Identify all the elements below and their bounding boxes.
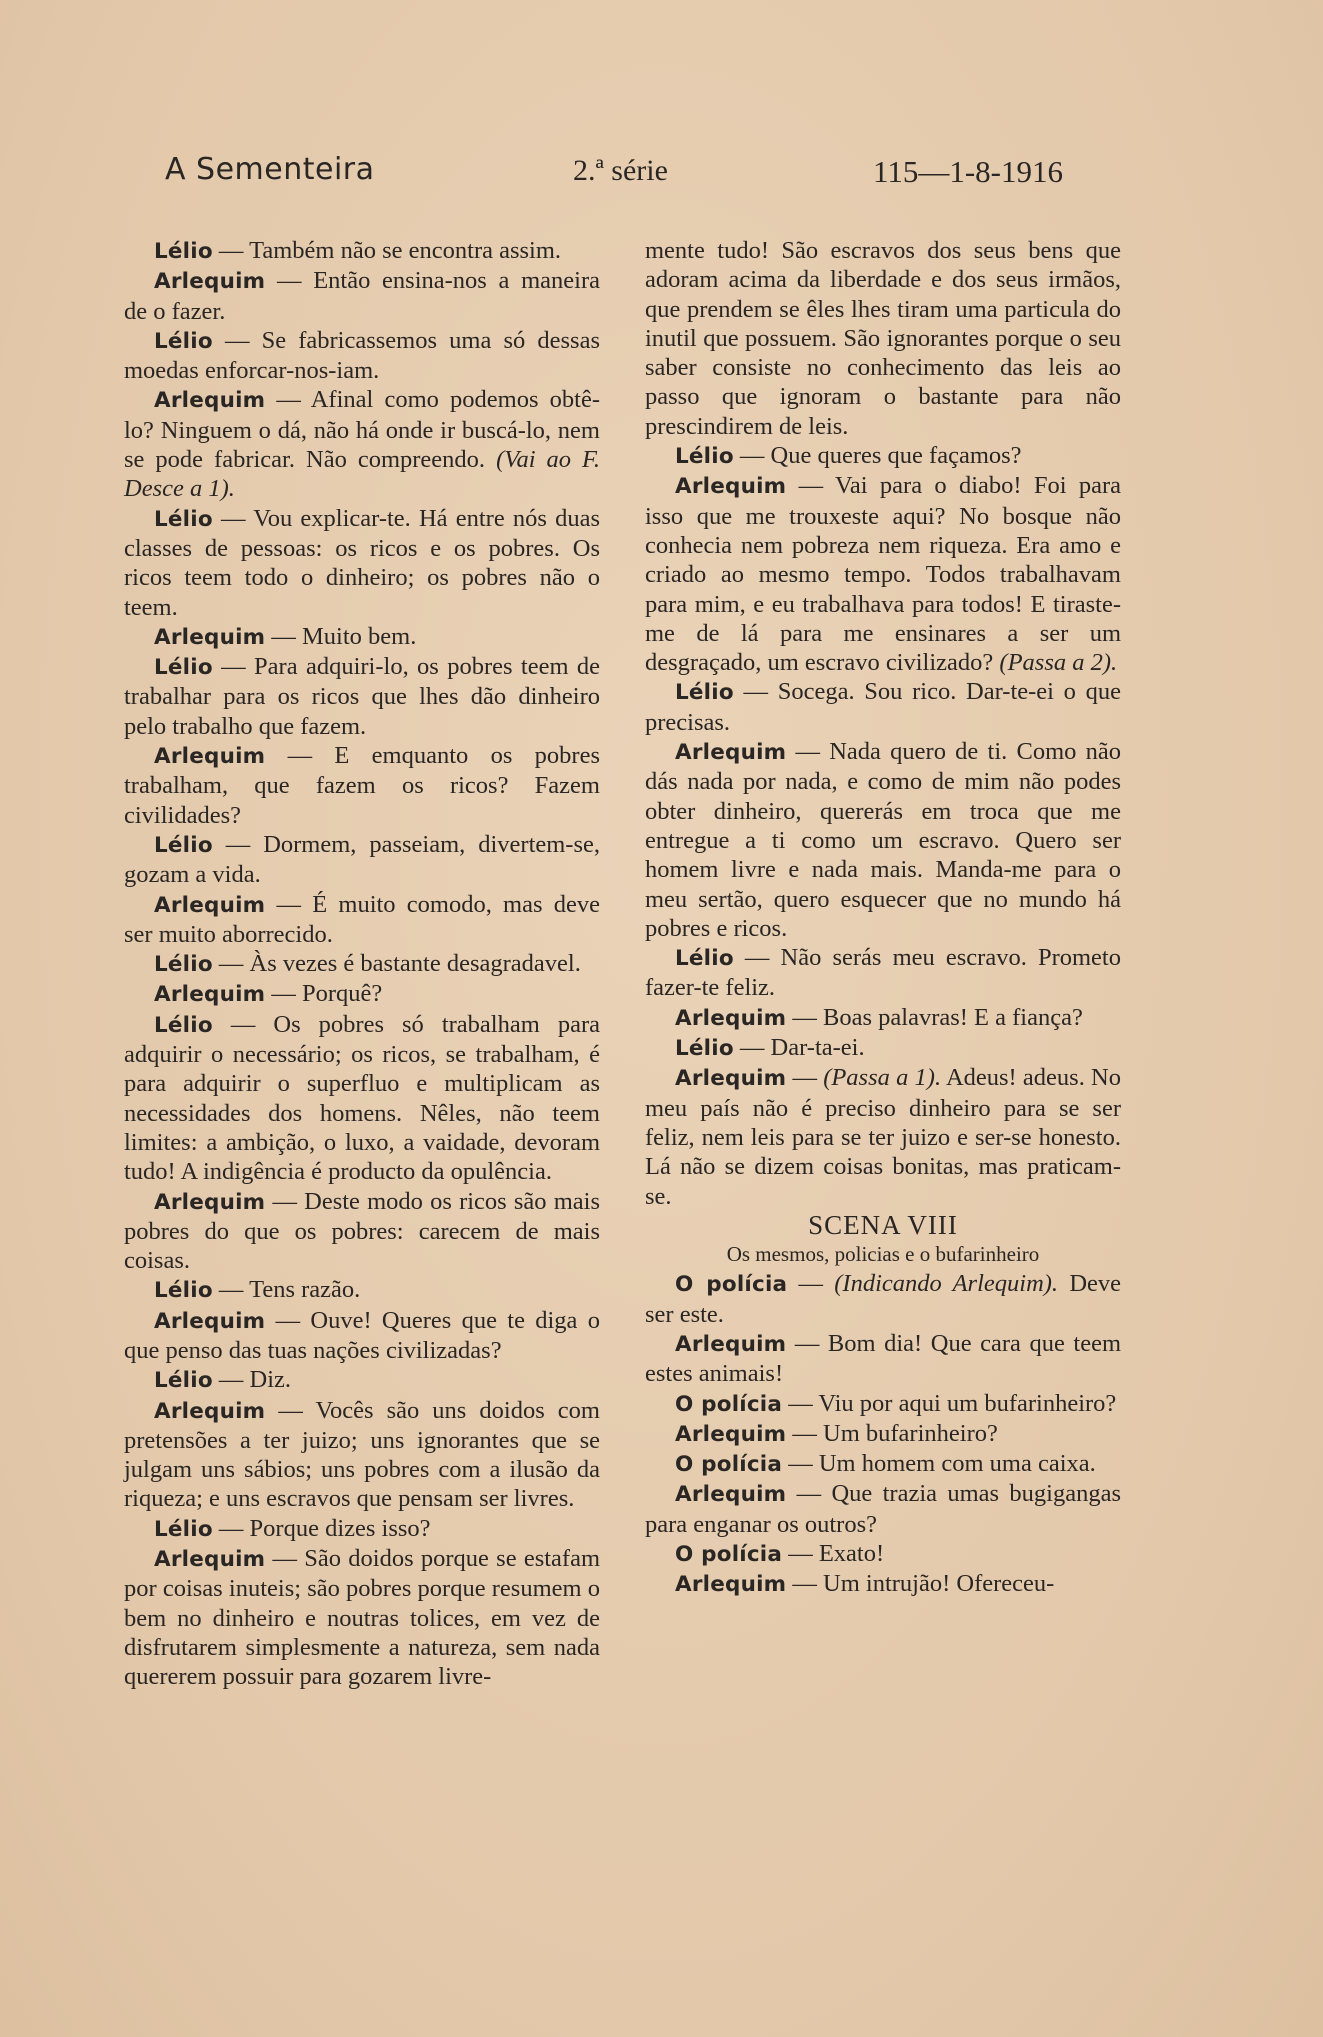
speaker-name: Arlequim [675,1005,787,1031]
left-text-column [124,236,600,1692]
speaker-name: Arlequim [154,1547,266,1573]
dialogue-text: Ouve! Queres que te diga o que penso das tuas nações civilizadas? [124,1306,600,1364]
dialogue-text: mente tudo! São escravos dos seus bens que adoram acima da liberdade e dos seus irmãos, que prendem se êles lhes tiram uma particula do inutil que possuem. São ignorantes porque o seu saber consiste no conhecimento das leis ao passo que ignoram o bastante para não prescindirem de leis. [645,237,1121,440]
dialogue-line [645,471,1121,677]
speaker-name: Arlequim [675,1572,787,1598]
dialogue-text: Socega. Sou rico. Dar-te-ei o que precisas. [645,678,1121,736]
dialogue-line [645,1449,1121,1479]
dialogue-text: Nada quero de ti. Como não dás nada por nada, e como de mim não podes obter dinheiro, quererás em troca que me entregue a ti como um escravo. Quero ser homem livre e nada mais. Manda-me para o meu sertão, quero esquecer que no mundo há pobres e ricos. [645,738,1121,942]
speaker-name: Lélio [675,946,734,972]
speaker-separator: — [782,1540,819,1568]
speaker-name: Arlequim [154,744,266,770]
right-column-dialogue-bottom [645,1269,1121,1599]
speaker-separator: — [265,742,335,770]
speaker-separator: — [265,1396,316,1424]
dialogue-text: Afinal como podemos obtê-lo? Ninguem o dá, não há onde ir buscá-lo, nem se pode fabricar. Não compreendo. [124,386,600,474]
dialogue-line [124,266,600,326]
dialogue-text: Se fabricassemos uma só dessas moedas enforcar-nos-iam. [124,326,600,385]
dialogue-text: Boas palavras! E a fiança? [823,1003,1083,1031]
speaker-separator: — [212,1514,250,1542]
speaker-separator: — [212,326,262,354]
dialogue-line [124,1275,600,1305]
dialogue-line [124,1365,600,1395]
dialogue-text: Porquê? [302,980,383,1008]
dialogue-line [645,1569,1121,1599]
stage-direction: (Passa a 1). [823,1064,942,1092]
speaker-name: Lélio [154,1012,213,1038]
magazine-title: A Sementeira [165,152,375,187]
dialogue-line [645,1003,1121,1033]
dialogue-text: Viu por aqui um bufarinheiro? [818,1389,1117,1417]
dialogue-text: Vai para o diabo! Foi para isso que me trouxeste aqui? No bosque não conhecia nem pobreza nem riqueza. Era amo e criado ao mesmo tempo. Todos trabalhavam para mim, e eu trabalhava para todos! E tiraste-me de lá para me ensinares a ser um desgraçado, um escravo civilizado? [645,472,1122,677]
dialogue-line [645,943,1121,1003]
speaker-separator: — [265,386,311,414]
speaker-separator: — [212,1366,250,1394]
dialogue-text: Às vezes é bastante desagradavel. [249,950,581,978]
speaker-separator: — [786,1570,824,1598]
speaker-name: Arlequim [675,740,787,766]
speaker-separator: — [787,1270,835,1298]
speaker-name: O polícia [675,1272,788,1298]
speaker-separator: — [733,944,781,972]
speaker-name: Arlequim [154,1189,266,1215]
dialogue-line [645,1269,1121,1329]
dialogue-text: Que queres que façamos? [770,442,1022,470]
dialogue-text: Deste modo os ricos são mais pobres do que os pobres: carecem de mais coisas. [124,1187,600,1275]
dialogue-text: Um homem com uma caixa. [818,1450,1096,1478]
speaker-name: Lélio [154,1278,213,1304]
speaker-separator: — [733,442,771,470]
speaker-name: O polícia [675,1391,783,1417]
speaker-name: Arlequim [675,1331,787,1357]
speaker-name: Lélio [154,1516,213,1542]
dialogue-text: Adeus! adeus. No meu país não é preciso dinheiro para se ser feliz, nem leis para se ter juizo e ser-se honesto. Lá não se dizem coisas bonitas, mas praticam-se. [645,1064,1121,1210]
speaker-name: Lélio [154,506,213,532]
dialogue-line [124,979,600,1009]
page-header [0,152,1323,202]
dialogue-line [645,441,1121,471]
speaker-separator: — [786,472,835,500]
speaker-name: Arlequim [675,1066,787,1092]
speaker-name: Lélio [154,832,213,858]
dialogue-text: Que trazia umas bugigangas para enganar os outros? [645,1480,1121,1538]
stage-direction: (Passa a 2). [999,649,1118,677]
dialogue-line [124,1544,600,1691]
dialogue-line [124,830,600,890]
dialogue-line [124,890,600,950]
speaker-name: Arlequim [154,269,266,295]
dialogue-text: Vou explicar-te. Há entre nós duas classes de pessoas: os ricos e os pobres. Os ricos teem todo o dinheiro; os pobres não o teem. [124,504,600,621]
speaker-name: Lélio [675,680,734,706]
dialogue-text: Um intrujão! Ofereceu- [823,1570,1055,1598]
scene-characters: Os mesmos, policias e o bufarinheiro [726,1242,1040,1267]
dialogue-text: Os pobres só trabalham para adquirir o necessário; os ricos, se trabalham, é para adquirir o superfluo e multiplicam as necessidades dos homens. Nêles, não teem limites: a ambição, o luxo, a vaidade, devoram tudo! A indigência é producto da opulência. [124,1010,600,1186]
speaker-name: Arlequim [154,388,266,414]
speaker-name: Arlequim [154,624,266,650]
speaker-separator: — [265,1545,305,1573]
dialogue-text: Dormem, passeiam, divertem-se, gozam a vida. [124,830,600,889]
stage-direction: (Vai ao F. Desce a 1). [124,446,600,503]
dialogue-text: Exato! [818,1540,885,1568]
dialogue-text: Um bufarinheiro? [823,1419,998,1447]
series-label: 2.ª série [573,154,668,187]
dialogue-line [124,1187,600,1276]
dialogue-text: Tens razão. [249,1276,361,1304]
speaker-separator: — [265,890,313,918]
dialogue-line [645,1033,1121,1063]
speaker-separator: — [212,950,250,978]
dialogue-line [124,1010,600,1187]
speaker-separator: — [786,738,830,766]
speaker-name: Arlequim [154,1308,266,1334]
speaker-name: Lélio [154,952,213,978]
speaker-separator: — [786,1003,824,1031]
dialogue-line [645,677,1121,737]
dialogue-line [124,652,600,741]
speaker-name: O polícia [675,1452,783,1478]
dialogue-line [124,236,600,266]
dialogue-line [124,949,600,979]
dialogue-line [124,385,600,503]
dialogue-text: Porque dizes isso? [249,1514,431,1542]
speaker-separator: — [786,1419,824,1447]
speaker-separator: — [265,1187,305,1215]
speaker-separator: — [733,1034,771,1062]
speaker-separator: — [786,1329,828,1357]
dialogue-line [124,622,600,652]
dialogue-line [645,737,1121,943]
speaker-name: Lélio [675,444,734,470]
speaker-name: Arlequim [675,1482,787,1508]
dialogue-text: Para adquiri-lo, os pobres teem de trabalhar para os ricos que lhes dão dinheiro pelo trabalho que fazem. [124,653,601,740]
dialogue-text: Então ensina-nos a maneira de o fazer. [124,267,601,325]
dialogue-line [645,1539,1121,1569]
speaker-separator: — [733,678,778,706]
dialogue-text: Bom dia! Que cara que teem estes animais! [645,1329,1122,1388]
dialogue-text: Diz. [249,1366,292,1394]
speaker-separator: — [212,1276,250,1304]
dialogue-text: Muito bem. [302,622,417,650]
speaker-name: O polícia [675,1542,783,1568]
speaker-separator: — [212,830,264,858]
speaker-separator: — [212,237,250,264]
speaker-name: Arlequim [154,982,266,1008]
speaker-separator: — [782,1450,819,1478]
speaker-separator: — [265,1306,311,1334]
speaker-name: Lélio [154,655,213,681]
dialogue-line [124,326,600,386]
speaker-name: Arlequim [675,1421,787,1447]
speaker-name: Lélio [675,1036,734,1062]
speaker-separator: — [786,1480,832,1508]
stage-direction: (Indicando Arlequim). [834,1270,1059,1298]
dialogue-line [645,1419,1121,1449]
dialogue-line [645,1389,1121,1419]
right-text-column [645,236,1121,1600]
dialogue-text: São doidos porque se estafam por coisas inuteis; são pobres porque resumem o bem no dinheiro e noutras tolices, em vez de disfrutarem simplesmente a natureza, sem nada quererem possuir para gozarem livre- [124,1545,601,1691]
speaker-name: Arlequim [154,1398,266,1424]
speaker-separator: — [212,504,254,532]
speaker-separator: — [786,1064,824,1092]
dialogue-text: Vocês são uns doidos com pretensões a ter juizo; uns ignorantes que se julgam uns sábios; uns pobres com a ilusão da riqueza; e uns escravos que pensam ser livres. [124,1396,600,1513]
speaker-separator: — [265,980,303,1008]
speaker-separator: — [265,267,314,295]
speaker-name: Lélio [154,1368,213,1394]
speaker-name: Lélio [154,239,213,264]
dialogue-line [124,504,600,622]
speaker-separator: — [265,622,303,650]
dialogue-text: Não serás meu escravo. Prometo fazer-te feliz. [645,944,1121,1002]
speaker-separator: — [782,1389,819,1417]
scene-title: SCENA VIII [808,1209,958,1240]
dialogue-text: É muito comodo, mas deve ser muito aborrecido. [124,890,600,948]
dialogue-text: E emquanto os pobres trabalham, que fazem os ricos? Fazem civilidades? [124,742,600,829]
dialogue-line [124,1306,600,1366]
dialogue-line [645,1479,1121,1539]
dialogue-line [124,1396,600,1514]
dialogue-text: Também não se encontra assim. [249,237,562,264]
dialogue-text: Dar-ta-ei. [770,1034,865,1062]
dialogue-text: Deve ser este. [645,1270,1122,1328]
issue-number-date: 115—1-8-1916 [873,154,1063,189]
speaker-separator: — [212,1010,274,1038]
right-column-dialogue-top [645,236,1121,1211]
speaker-separator: — [212,653,255,681]
dialogue-line [645,236,1121,441]
dialogue-line [124,1514,600,1544]
dialogue-line [645,1063,1121,1210]
dialogue-line [645,1329,1121,1389]
speaker-name: Arlequim [154,892,266,918]
dialogue-line [124,741,600,830]
speaker-name: Lélio [154,328,213,354]
speaker-name: Arlequim [675,474,787,500]
